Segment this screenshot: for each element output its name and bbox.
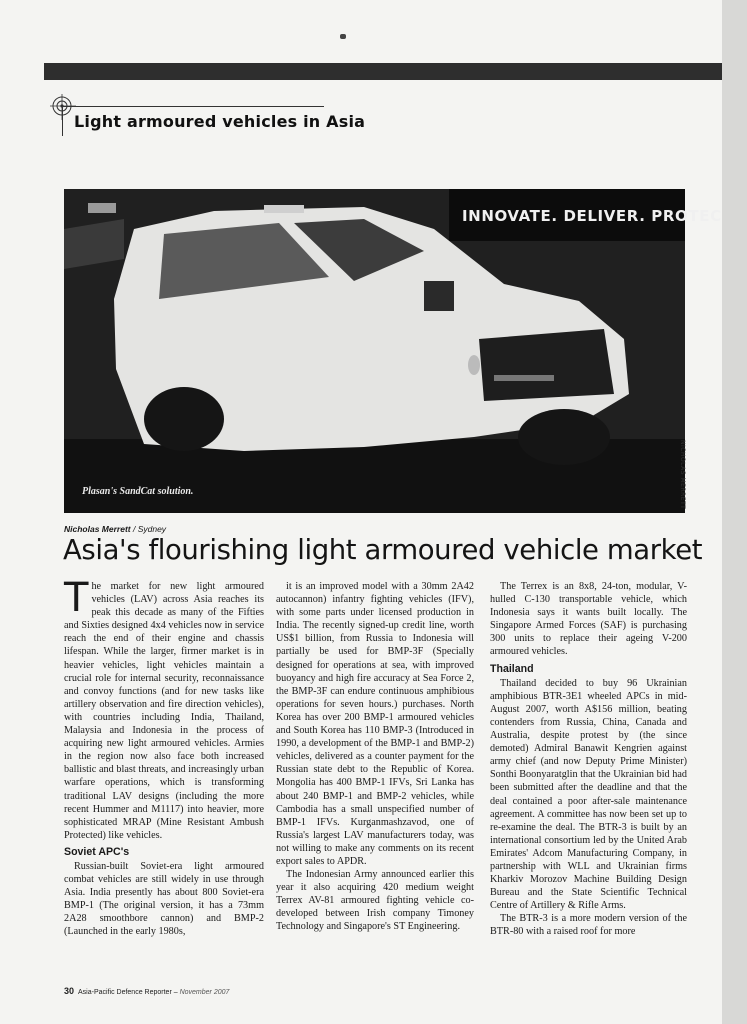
vehicle-photo <box>64 189 722 513</box>
page-edge-shadow <box>722 0 747 1024</box>
scan-speck <box>340 34 346 39</box>
footer-separator: – <box>171 989 180 996</box>
photo-caption: Plasan's SandCat solution. <box>82 486 194 497</box>
header-bar <box>44 63 722 80</box>
drop-cap: T <box>64 575 89 621</box>
paragraph: it is an improved model with a 30mm 2A42 autocannon) infantry fighting vehicles (IFV), with some parts under licensed production in India. The recently signed-up credit line, worth US$1 billion, from Russia to Indonesia will partially be used for BMP-3F (Specially designed for operations at sea, with improved buoyancy and high fire accuracy at Sea Force 2, the BMP-3F can endure continuous amphibious operations for seven hours.) purchases. North Korea has over 200 BMP-1 armoured vehicles and South Korea has 110 BMP-3 (Introduced in 1990, a development of the BMP-1 and BMP-2) vehicles, delivered as a counter payment for the Russian state debt to the Republic of Korea. Mongolia has 400 BMP-1 IFVs, Sri Lanka has about 240 BMP-1 and BMP-2 vehicles, while Cambodia has a small unspecified number of BMP-1 IFVs. Kurganmashzavod, one of Russia's largest LAV manufacturers today, was not willing to make any comments on its recent export sales to APDR. <box>276 581 474 867</box>
photo-credit: NICHOLAS MERRETT <box>679 440 686 510</box>
paragraph: Russian-built Soviet-era light armoured combat vehicles are still widely in use through Asia. India presently has about 800 Soviet-era BMP-1 (The original version, it has a 73mm 2A28 smoothbore cannon) and BMP-2 (Launched in the early 1980s, <box>64 860 264 938</box>
issue-date: November 2007 <box>179 989 230 996</box>
photo-banner-text: INNOVATE. DELIVER. PROTEC <box>462 207 722 225</box>
article-column-3 <box>490 580 687 980</box>
article-headline: Asia's flourishing light armoured vehicle market <box>63 534 703 566</box>
article-column-2 <box>276 580 474 980</box>
article-column-1 <box>64 575 264 980</box>
sandcat-vehicle-image <box>64 189 685 513</box>
paragraph: The market for new light armoured vehicles (LAV) across Asia reaches its peak this decade as many of the Fifties and Sixties designed 4x4 vehicles now in service reach the end of their engine and chassis lifespan. While the larger, firmer market is in heavier vehicles, light vehicles maintain a crucial role for internal security, reconnaissance and convoy functions (and for new tasks like artillery observation and fire direction vehicles), with countries including India, Thailand, Malaysia and Indonesia in the process of acquiring new light armoured vehicles. Armies in the region now also face both increased ballistic and blast threats, and increasingly urban warfare operations, which is transforming traditional LAV designs (including the more recent Hummer and M1117) into heavier, more sophisticated MRAP (Mine Resistant Ambush Protected) like vehicles. <box>64 575 264 841</box>
author-location: Sydney <box>137 524 167 534</box>
publication-name: Asia-Pacific Defence Reporter <box>78 989 172 996</box>
section-title: Light armoured vehicles in Asia <box>74 112 366 131</box>
byline <box>64 524 166 534</box>
page-number: 30 <box>64 986 75 996</box>
paragraph: The Terrex is an 8x8, 24-ton, modular, V-hulled C-130 transportable vehicle, which Indonesia says it wants built locally. The Singapore Armed Forces (SAF) is purchasing 300 units to replace their ageing V-200 armoured vehicles. <box>490 581 687 658</box>
subheading: Thailand <box>490 662 534 675</box>
paragraph: The BTR-3 is a more modern version of the BTR-80 with a raised roof for more <box>490 913 687 938</box>
page-footer <box>64 986 229 996</box>
section-rule-vertical <box>62 106 63 136</box>
paragraph: Thailand decided to buy 96 Ukrainian amphibious BTR-3E1 wheeled APCs in mid-August 2007, worth A$156 million, beating contenders from Russia, China, Canada and Australia, despite protest by (the since demoted) Admiral Banawit Kengrien against army chief (and now Deputy Prime Minister) Sonthi Boonyaratglin that the Ukrainian bid had been submitted after the deadline and that the deal contained a poor after-sale maintenance agreement. A committee has now been set up to re-examine the deal. The BTR-3 is built by an international consortium led by the United Arab Emirates' Adcom Manufacturing Company, in partnership with WLL and Ukrainian firms Kharkiv Morozov Machine Building Design Bureau and the State Scientific Technical Centre of Artillery & Rifle Arms. <box>490 677 687 912</box>
byline-separator: / <box>130 524 138 534</box>
author-name: Nicholas Merrett <box>64 524 131 534</box>
subheading: Soviet APC's <box>64 845 130 858</box>
paragraph: The Indonesian Army announced earlier this year it also acquiring 420 medium weight Terrex AV-81 armoured fighting vehicle co-developed between Irish company Timoney Technology and Singapore's ST Engineering. <box>276 869 474 933</box>
section-rule <box>62 106 324 107</box>
